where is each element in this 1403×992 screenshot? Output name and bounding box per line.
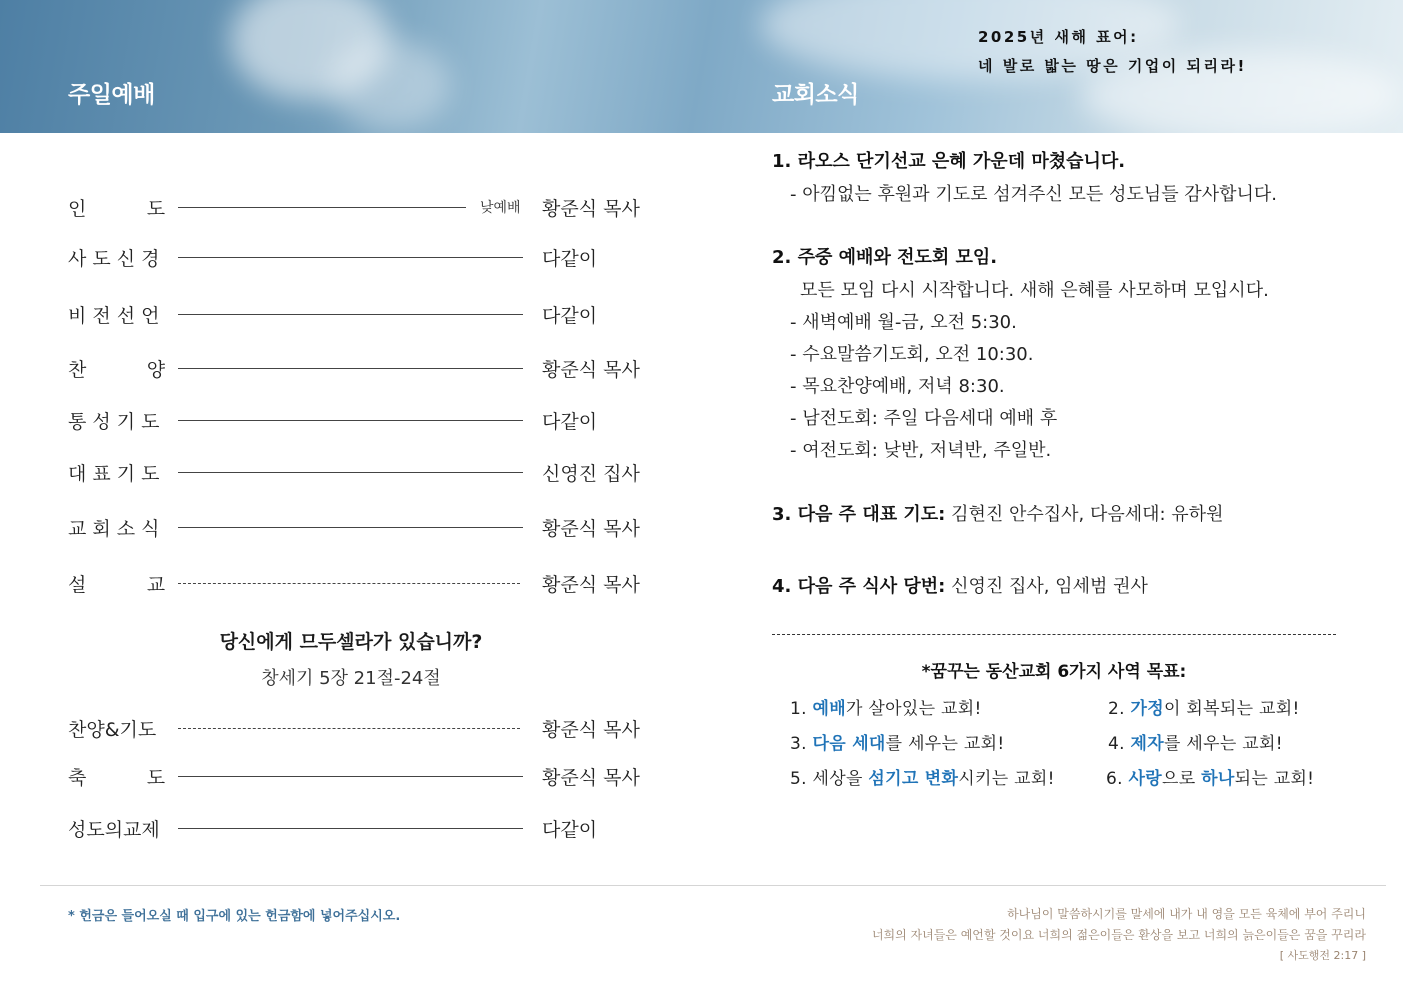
news-item-3-label: 3. 다음 주 대표 기도: xyxy=(772,504,946,525)
goal-text: 시키는 교회! xyxy=(958,769,1055,789)
sermon-title: 당신에게 므두셀라가 있습니까? xyxy=(219,631,483,653)
order-person: 다같이 xyxy=(542,819,598,841)
goal-item xyxy=(1108,729,1283,754)
order-person: 황준식 목사 xyxy=(542,359,640,381)
goal-text: 가 살아있는 교회! xyxy=(845,699,982,719)
news-title: 교회소식 xyxy=(772,82,859,108)
order-row-announcements xyxy=(68,514,668,544)
order-label: 찬 양 xyxy=(68,359,166,381)
goal-highlight: 제자 xyxy=(1130,734,1164,754)
goal-text: 2. xyxy=(1108,699,1131,719)
leader-line xyxy=(178,314,523,315)
leader-line xyxy=(178,207,466,208)
goal-highlight: 사랑 xyxy=(1128,769,1162,789)
order-row-fellowship xyxy=(68,815,668,845)
news-item-3-value: 김현진 안수집사, 다음세대: 유하원 xyxy=(951,504,1224,525)
order-person: 황준식 목사 xyxy=(542,574,640,596)
order-row-praise xyxy=(68,355,668,385)
order-row-benediction xyxy=(68,763,668,793)
order-label: 성도의교제 xyxy=(68,819,160,841)
goal-text: 를 세우는 교회! xyxy=(885,734,1005,754)
footer-divider xyxy=(40,885,1386,886)
news-item-2-list-item: - 여전도회: 낮반, 저녁반, 주일반. xyxy=(790,440,1052,461)
worship-title: 주일예배 xyxy=(68,82,155,108)
news-item-1-detail: - 아낌없는 후원과 기도로 섬겨주신 모든 성도님들 감사합니다. xyxy=(790,184,1277,205)
order-row-vision xyxy=(68,301,668,331)
order-label: 설 교 xyxy=(68,574,166,596)
order-person: 다같이 xyxy=(542,411,598,433)
cloud-shape xyxy=(330,40,450,130)
order-label: 사 도 신 경 xyxy=(68,248,160,270)
order-person: 다같이 xyxy=(542,248,598,270)
order-row-invocation xyxy=(68,194,668,224)
goal-item xyxy=(1106,764,1314,789)
verse-line-1: 하나님이 말씀하시기를 말세에 내가 내 영을 모든 육체에 부어 주리니 xyxy=(1007,907,1366,921)
goal-highlight: 예배 xyxy=(812,699,846,719)
goals-heading: *꿈꾸는 동산교회 6가지 사역 목표: xyxy=(921,662,1187,682)
goal-item xyxy=(790,729,1005,754)
goal-text: 4. xyxy=(1108,734,1131,754)
goal-text: 5. 세상을 xyxy=(790,769,869,789)
order-label: 교 회 소 식 xyxy=(68,518,160,540)
news-item-1-title: 1. 라오스 단기선교 은혜 가운데 마쳤습니다. xyxy=(772,151,1126,172)
goal-text: 이 회복되는 교회! xyxy=(1163,699,1300,719)
order-label: 통 성 기 도 xyxy=(68,411,160,433)
news-item-2-list-item: - 목요찬양예배, 저녁 8:30. xyxy=(790,376,1005,397)
news-item-4 xyxy=(772,572,1148,598)
verse-line-2: 너희의 자녀들은 예언할 것이요 너희의 젊은이들은 환상을 보고 너희의 늙은이들은 꿈을 꾸리라 xyxy=(871,928,1366,942)
goal-highlight: 하나 xyxy=(1201,769,1235,789)
dashed-separator xyxy=(772,634,1336,635)
order-label: 비 전 선 언 xyxy=(68,305,160,327)
order-person: 황준식 목사 xyxy=(542,518,640,540)
goal-highlight: 다음 세대 xyxy=(812,734,886,754)
news-item-3 xyxy=(772,500,1223,526)
order-row-prayer xyxy=(68,407,668,437)
news-item-2-list-item: - 남전도회: 주일 다음세대 예배 후 xyxy=(790,408,1058,429)
order-person: 황준식 목사 xyxy=(542,198,640,220)
order-person: 황준식 목사 xyxy=(542,719,640,741)
goal-highlight: 가정 xyxy=(1130,699,1164,719)
leader-line xyxy=(178,583,520,584)
goal-text: 되는 교회! xyxy=(1234,769,1315,789)
leader-line xyxy=(178,776,523,777)
leader-line xyxy=(178,728,520,729)
order-person: 다같이 xyxy=(542,305,598,327)
order-label: 대 표 기 도 xyxy=(68,463,160,485)
goal-highlight: 섬기고 변화 xyxy=(868,769,959,789)
news-item-4-value: 신영진 집사, 임세범 권사 xyxy=(951,576,1148,597)
goal-item xyxy=(1108,694,1300,719)
verse-reference: [ 사도행전 2:17 ] xyxy=(1279,949,1366,962)
leader-line xyxy=(178,527,523,528)
order-note: 낮예배 xyxy=(480,200,521,216)
order-label: 찬양&기도 xyxy=(68,719,157,741)
order-label: 축 도 xyxy=(68,767,166,789)
motto-line-2: 네 발로 밟는 땅은 기업이 되리라! xyxy=(978,57,1247,75)
order-row-rep-prayer xyxy=(68,459,668,489)
offering-note: * 헌금은 들어오실 때 입구에 있는 헌금함에 넣어주십시오. xyxy=(68,909,401,924)
goal-text: 6. xyxy=(1106,769,1129,789)
goal-item xyxy=(790,694,982,719)
leader-line xyxy=(178,828,523,829)
news-item-2-list-item: - 수요말씀기도회, 오전 10:30. xyxy=(790,344,1034,365)
goal-text: 1. xyxy=(790,699,813,719)
order-row-praise-prayer xyxy=(68,715,668,745)
goal-text: 3. xyxy=(790,734,813,754)
header-banner xyxy=(0,0,1403,133)
leader-line xyxy=(178,368,523,369)
order-person: 황준식 목사 xyxy=(542,767,640,789)
sermon-reference: 창세기 5장 21절-24절 xyxy=(261,668,441,689)
news-item-2-list-item: - 새벽예배 월-금, 오전 5:30. xyxy=(790,312,1017,333)
order-row-sermon xyxy=(68,570,668,600)
order-person: 신영진 집사 xyxy=(542,463,640,485)
order-row-creed xyxy=(68,244,668,274)
leader-line xyxy=(178,420,523,421)
news-item-2-intro: 모든 모임 다시 시작합니다. 새해 은혜를 사모하며 모입시다. xyxy=(800,280,1269,301)
goal-text: 으로 xyxy=(1161,769,1202,789)
news-item-4-label: 4. 다음 주 식사 당번: xyxy=(772,576,946,597)
leader-line xyxy=(178,472,523,473)
news-item-2-title: 2. 주중 예배와 전도회 모임. xyxy=(772,247,998,268)
motto-line-1: 2025년 새해 표어: xyxy=(978,28,1139,46)
goal-text: 를 세우는 교회! xyxy=(1163,734,1283,754)
goal-item xyxy=(790,764,1055,789)
order-label: 인 도 xyxy=(68,198,166,220)
leader-line xyxy=(178,257,523,258)
